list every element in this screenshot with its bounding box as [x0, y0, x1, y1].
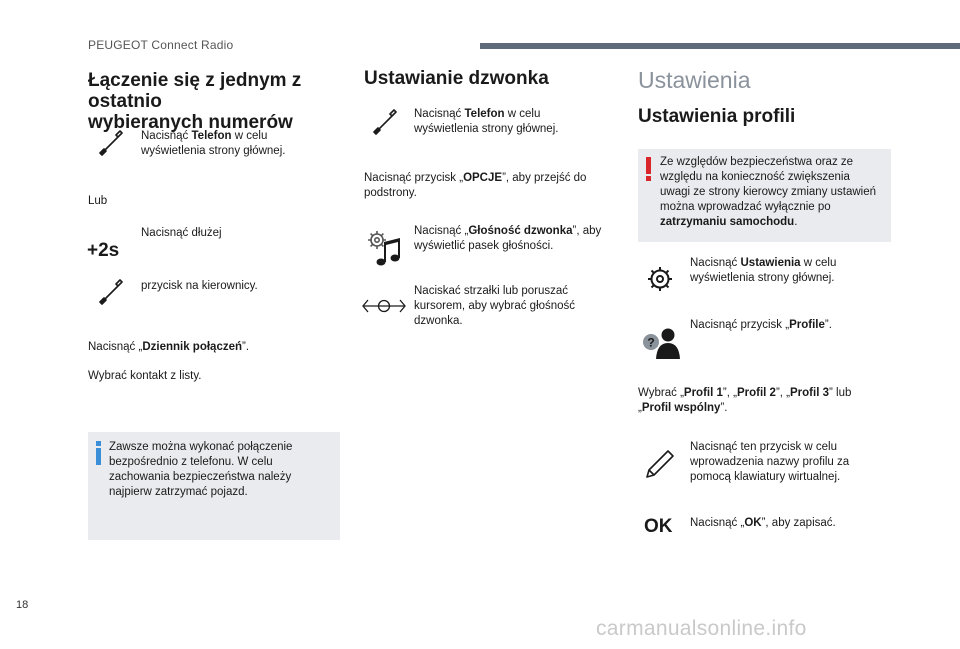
col1-step3: Nacisnąć „Dziennik połączeń”.	[88, 341, 250, 353]
gear-icon	[645, 264, 675, 294]
col3-step4: Nacisnąć ten przycisk w celu wprowadzenia nazwy profilu za pomocą klawiatury wirtualnej.	[690, 441, 850, 483]
phone-handset-icon	[97, 279, 125, 307]
col1-steering: przycisk na kierownicy.	[141, 280, 258, 292]
profile-icon	[641, 326, 681, 360]
info-icon	[95, 441, 102, 465]
col3-step3: Wybrać „Profil 1”, „Profil 2”, „Profil 3” lub „Profil wspólny”.	[638, 387, 852, 414]
col1-step4: Wybrać kontakt z listy.	[88, 370, 202, 382]
pencil-icon	[644, 448, 676, 480]
col1-or: Lub	[88, 195, 108, 207]
warning-note	[638, 149, 891, 242]
warning-note-line: zatrzymaniu samochodu.	[660, 216, 798, 228]
header-bar	[480, 43, 960, 49]
col2-step1: Nacisnąć Telefon w celu wyświetlenia strony głównej.	[414, 108, 559, 135]
warning-note-line: uwagi ze strony kierowcy zmiany ustawień	[660, 186, 877, 198]
phone-handset-icon	[97, 130, 125, 158]
warning-icon	[645, 157, 652, 181]
info-note-line: Zawsze można wykonać połączenie	[109, 441, 293, 453]
col1-step1: Nacisnąć Telefon w celu wyświetlenia strony głównej.	[141, 130, 286, 157]
col3-step1: Nacisnąć Ustawienia w celu wyświetlenia strony głównej.	[690, 257, 837, 284]
info-note	[88, 432, 340, 540]
watermark: carmanualsonline.info	[596, 617, 807, 640]
warning-note-line: względu na konieczność zwiększenia	[660, 171, 850, 183]
col3-step2: Nacisnąć przycisk „Profile”.	[690, 319, 832, 331]
info-note-line: najpierw zatrzymać pojazd.	[109, 486, 248, 498]
col2-title: Ustawianie dzwonka	[364, 68, 549, 89]
warning-note-line: można wprowadzać wyłącznie po	[660, 201, 831, 213]
warning-note-line: Ze względów bezpieczeństwa oraz ze	[660, 156, 854, 168]
col2-step3: Nacisnąć „Głośność dzwonka”, aby wyświetlić pasek głośności.	[414, 225, 602, 252]
slider-arrows-icon	[362, 296, 406, 316]
info-note-line: bezpośrednio z telefonu. W celu	[109, 456, 273, 468]
header-brand: PEUGEOT Connect Radio	[88, 38, 234, 52]
col2-step4: Naciskać strzałki lub poruszać kursorem, aby wybrać głośność dzwonka.	[414, 285, 576, 327]
plus-2s-icon	[86, 236, 130, 262]
ok-icon: OK	[644, 516, 673, 537]
svg-text:+2s: +2s	[87, 240, 120, 261]
info-note-line: zachowania bezpieczeństwa należy	[109, 471, 292, 483]
ringtone-settings-icon	[366, 229, 406, 269]
col1-title-line1: Łączenie się z jednym z ostatnio	[88, 70, 302, 112]
page-number: 18	[16, 599, 29, 611]
col3-title: Ustawienia	[638, 67, 751, 93]
col3-step5: Nacisnąć „OK”, aby zapisać.	[690, 517, 836, 529]
profile-icon-mark: ?	[647, 335, 655, 350]
phone-handset-icon	[371, 109, 399, 137]
col2-step2: Nacisnąć przycisk „OPCJE”, aby przejść do podstrony.	[364, 172, 587, 199]
col3-subtitle: Ustawienia profili	[638, 106, 796, 127]
col1-long-press: Nacisnąć dłużej	[141, 227, 222, 239]
col1-title	[88, 70, 350, 133]
col1-title-line2: wybieranych numerów	[88, 112, 293, 133]
